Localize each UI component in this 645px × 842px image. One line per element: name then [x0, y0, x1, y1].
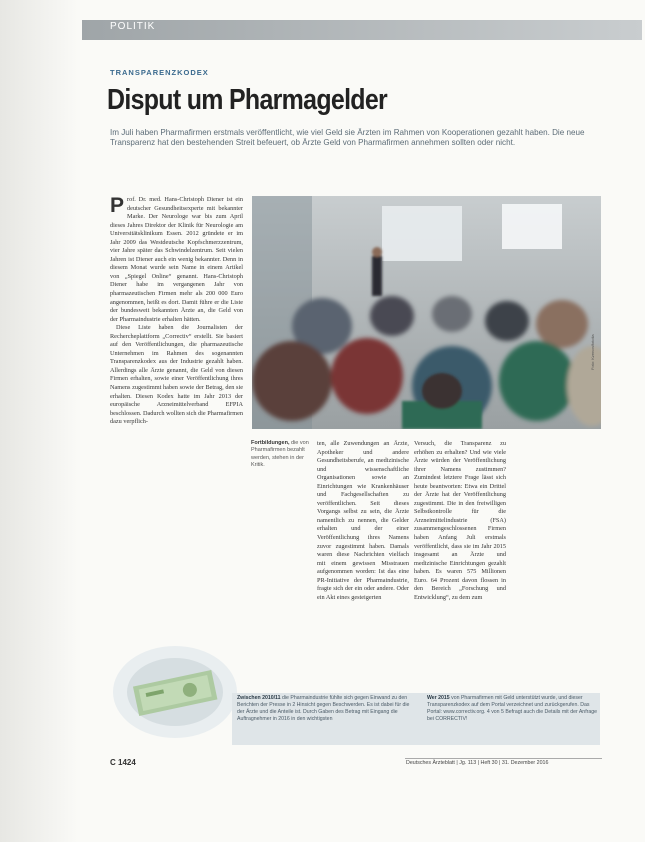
info-left-text: die Pharmaindustrie fühlte sich gegen Einwand zu den Berichten der Presse in 2 Hinsicht gegen Beschwerden. Es ist dabei für die der Ärzte und die Anteile ist. Durch Gaben des Betrag mit Eingang die Auftragnehmer in 2016 in den wichtigsten — [237, 695, 410, 722]
body-paragraph: Diese Liste haben die Journalisten der Rechercheplattform „Correctiv“ erstellt. Sie basiert auf den Veröffentlichungen, die pharmazeutische Unternehmen im Rahmen des sogenannten Transparenzkodex aus der Industrie gezahlt haben. Allerdings alle Ärzte genannt, die Geld von diesen Firmen erhalten, sowie einer Veröffentlichung ihres Namens zugestimmt haben sowie der Betrag, den sie erhalten. Diesen Kodex hatte im Jahr 2013 der europäische Arzneimittelverband EFPIA beschlossen. Dadurch wollten sich die Pharmafirmen dazu verpflich- — [110, 324, 243, 426]
section-bar — [82, 20, 642, 40]
footer-source: Deutsches Ärzteblatt | Jg. 113 | Heft 30 | 31. Dezember 2016 — [406, 760, 549, 766]
body-paragraph: rof. Dr. med. Hans-Christoph Diener ist ein deutscher Gesundheitsexperte mit bekannter Marke. Der Neurologe war bis zum April dieses Jahres Direktor der Klinik für Neurologie am Universitätsklinikum Essen. 2012 gründete er im Jahr 2009 das Westdeutsche Kopfschmerzzentrum, vier Jahre später das Schwindelzentrum. Seit vielen Jahren ist Diener auch ein wenig bekannter. Denn in diesem Monat wurde sein Name in einem Artikel von „Spiegel Online“ genannt. Hans-Christoph Diener habe im vergangenen Jahr von pharmazeutischen Firmen mehr als 200 000 Euro angenommen, heißt es dort. Damit führe er die Liste der bundesweit bekannten Ärzte an, die Geld von der Pharmaindustrie erhalten hätten. — [110, 196, 243, 323]
body-column-2: ten, alle Zuwendungen an Ärzte, Apotheker und andere Gesundheitsberufe, an medizinische und wissenschaftliche Organisationen sowie an Einrichtungen wie Krankenhäuser und Fachgesellschaften zu veröffentlichen. Seit dieses Vorgangs selbst zu sein, die Ärzte namentlich zu nennen, die Gelder erhalten und der einer Veröffentlichung ihres Namens zuvor zugestimmt haben. Damals waren diese Nachrichten vielfach mit einem gewissen Misstrauen aufgenommen worden: Ist das eine PR-Initiative der Pharmaindustrie, fragte sich der ein oder andere. Oder ein Akt eines gesteigerten — [317, 440, 409, 601]
conference-photo — [252, 196, 601, 429]
info-box-left — [237, 695, 417, 723]
page-shadow — [0, 0, 78, 842]
info-left-bold: Zwischen 2010/11 — [237, 695, 281, 701]
caption-bold: Fortbildungen, — [251, 440, 290, 446]
audience-illustration — [252, 196, 601, 429]
photo-credit: Foto: Kzenon/fotolia — [590, 334, 595, 370]
photo-caption — [251, 440, 313, 469]
kicker: TRANSPARENZKODEX — [110, 68, 209, 77]
caption-text: die von Pharmafirmen bezahlt werden, stehen in der Kritik. — [251, 440, 309, 468]
body-column-3: Versuch, die Transparenz zu erhöhen zu erhalten? Und wie viele Ärzte würden der Veröffentlichung ihrer Namens zustimmen? Zumindest letztere Frage lässt sich heute beantworten: Etwa ein Drittel der Ärzte hat der Veröffentlichung zugestimmt. Die in den freiwilligen Selbstkontrolle für die Arzneimittelindustrie (FSA) zusammengeschlossenen Firmen haben Anfang Juli erstmals veröffentlicht, dass sie im Jahr 2015 insgesamt an Ärzte und medizinische Einrichtungen gezahlt haben. Es waren 575 Millionen Euro. 64 Prozent davon flossen in den Bereich „Forschung und Entwicklung“, zu dem zum — [414, 440, 506, 601]
footer-rule — [405, 758, 602, 759]
banknote-image — [110, 640, 240, 740]
drop-cap: P — [110, 194, 125, 217]
info-right-bold: Wer 2015 — [427, 695, 450, 701]
lead-paragraph: Im Juli haben Pharmafirmen erstmals veröffentlicht, wie viel Geld sie Ärzten im Rahmen von Kooperationen gezahlt haben. Die neue Transparenz hat den bestehenden Streit befeuert, ob Ärzte Geld von Pharmafirmen annehmen sollten oder nicht. — [110, 128, 585, 148]
section-label: POLITIK — [110, 21, 156, 32]
info-box-right — [427, 695, 597, 723]
body-column-1 — [110, 196, 243, 427]
page-folio: C 1424 — [110, 758, 136, 767]
info-right-text: von Pharmafirmen mit Geld unterstützt wurde, und dieser Transparenzkodex auf dem Portal verzeichnet und zurückgerufen. Das Portal: www.correctiv.org. 4 von 5 Befragt auch die Details mit der Anfrage bei CORRECTIV! — [427, 695, 598, 722]
headline: Disput um Pharmagelder — [107, 84, 388, 116]
